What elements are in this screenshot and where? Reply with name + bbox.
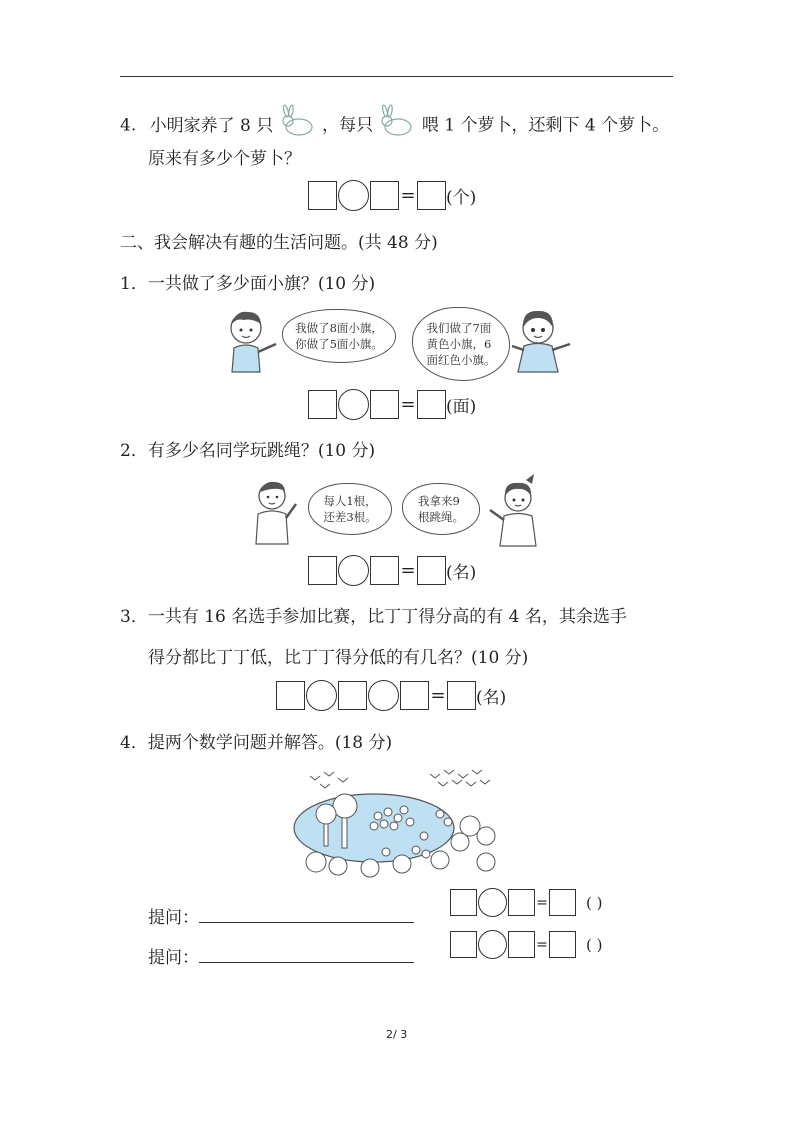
answer-box[interactable] [370, 181, 399, 210]
girl-figure [482, 474, 546, 548]
operator-circle[interactable] [306, 680, 337, 711]
unit-blank[interactable]: ( ) [586, 893, 603, 912]
unit-label: (个) [446, 188, 477, 208]
speech-bubble-girl: 我们做了7面 黄色小旗，6 面红色小旗。 [412, 307, 510, 381]
question-prompt-1: 提问： [148, 906, 414, 929]
operator-circle[interactable] [338, 180, 369, 211]
equals-sign: = [400, 394, 416, 415]
equation-problem-4a [450, 888, 602, 917]
unit-blank[interactable]: ( ) [586, 935, 603, 954]
speech-bubble-girl: 我拿来9 根跳绳。 [402, 483, 480, 535]
answer-box[interactable] [549, 889, 576, 916]
answer-box[interactable] [308, 390, 337, 419]
unit-label: (面) [446, 397, 477, 417]
question-line-2[interactable] [199, 946, 414, 963]
question-line-1[interactable] [199, 906, 414, 923]
answer-box[interactable] [370, 390, 399, 419]
operator-circle[interactable] [478, 888, 507, 917]
speech-bubble-boy: 每人1根， 还差3根。 [308, 483, 392, 535]
answer-box[interactable] [308, 181, 337, 210]
rabbit-icon [279, 104, 317, 138]
equals-sign: = [400, 185, 416, 206]
equals-sign: = [430, 685, 446, 706]
rabbit-question-line2: 原来有多少个萝卜？ [148, 149, 301, 169]
girl-figure [508, 304, 576, 374]
answer-box[interactable] [447, 681, 476, 710]
problem-4-title: 4．提两个数学问题并解答。(18 分) [120, 733, 393, 753]
answer-box[interactable] [417, 181, 446, 210]
boy-figure [252, 476, 308, 546]
equation-problem-4b [450, 930, 602, 959]
equals-sign: = [400, 560, 416, 581]
equation-problem-2 [308, 555, 476, 586]
pond-scene-illustration [290, 766, 500, 886]
equation-problem-1 [308, 389, 476, 420]
boy-figure [222, 306, 282, 376]
answer-box[interactable] [508, 931, 535, 958]
unit-label: (名) [476, 688, 507, 708]
section-title: 二、我会解决有趣的生活问题。(共 48 分) [120, 233, 438, 253]
top-rule [120, 76, 673, 77]
operator-circle[interactable] [338, 389, 369, 420]
answer-box[interactable] [417, 556, 446, 585]
operator-circle[interactable] [338, 555, 369, 586]
speech-bubble-boy: 我做了8面小旗， 你做了5面小旗。 [282, 309, 396, 363]
answer-box[interactable] [549, 931, 576, 958]
unit-label: (名) [446, 563, 477, 583]
problem-2-title: 2．有多少名同学玩跳绳？(10 分) [120, 441, 376, 461]
problem-3-line1: 3．一共有 16 名选手参加比赛，比丁丁得分高的有 4 名，其余选手 [120, 607, 627, 627]
equation-rabbit [308, 180, 476, 211]
answer-box[interactable] [400, 681, 429, 710]
rabbit-question-line1: 4. 小明家养了 8 只 ，每只 喂 1 个萝卜，还剩下 4 个萝卜。 [120, 114, 669, 138]
page-number: 2/ 3 [386, 1028, 408, 1041]
operator-circle[interactable] [478, 930, 507, 959]
answer-box[interactable] [276, 681, 305, 710]
answer-box[interactable] [417, 390, 446, 419]
answer-box[interactable] [338, 681, 367, 710]
equals-sign: = [536, 894, 548, 911]
rabbit-icon [378, 104, 416, 138]
operator-circle[interactable] [368, 680, 399, 711]
problem-1-title: 1．一共做了多少面小旗？(10 分) [120, 274, 376, 294]
answer-box[interactable] [450, 931, 477, 958]
problem-3-line2: 得分都比丁丁低，比丁丁得分低的有几名？(10 分) [148, 648, 529, 668]
equation-problem-3 [276, 680, 506, 711]
question-prompt-2: 提问： [148, 946, 414, 969]
answer-box[interactable] [308, 556, 337, 585]
answer-box[interactable] [508, 889, 535, 916]
answer-box[interactable] [450, 889, 477, 916]
answer-box[interactable] [370, 556, 399, 585]
equals-sign: = [536, 936, 548, 953]
